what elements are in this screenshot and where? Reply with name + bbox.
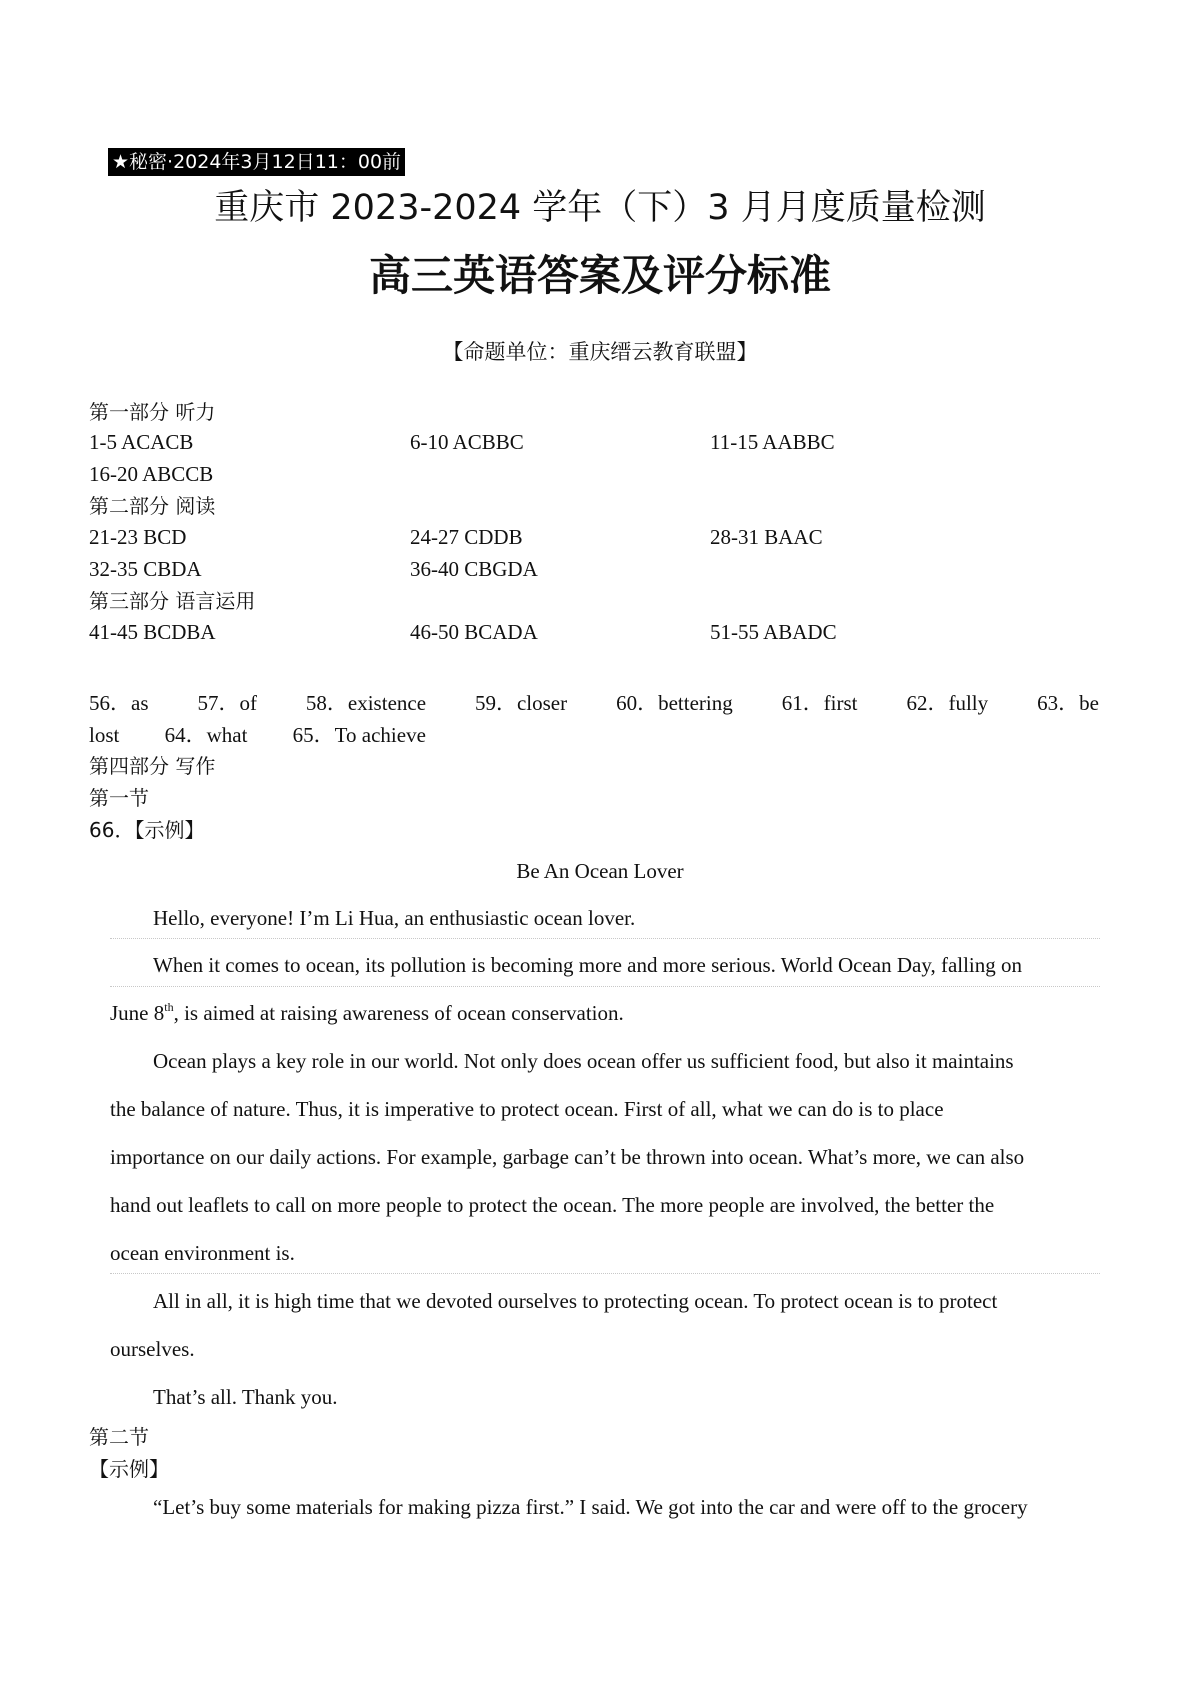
answer-group: 21-23 BCD: [89, 525, 187, 549]
essay-line: ourselves.: [110, 1337, 195, 1361]
story-line: “Let’s buy some materials for making pizza first.” I said. We got into the car and were off to the grocery: [153, 1495, 1028, 1519]
essay-line: Hello, everyone! I’m Li Hua, an enthusiastic ocean lover.: [153, 906, 636, 930]
answer-group: 6-10 ACBBC: [410, 430, 524, 454]
essay-line: All in all, it is high time that we devoted ourselves to protecting ocean. To protect ocean is to protect: [153, 1289, 998, 1313]
fill-in-answer: 58．existence: [305, 691, 427, 715]
essay-line: When it comes to ocean, its pollution is becoming more and more serious. World Ocean Day, falling on: [153, 953, 1023, 977]
answer-group: 24-27 CDDB: [410, 525, 523, 549]
fill-in-answer: 61．first: [781, 691, 858, 715]
item66-label: 66．【示例】: [89, 818, 205, 842]
essay-line: June 8th, is aimed at raising awareness of ocean conservation.: [110, 1000, 624, 1025]
answer-group: 41-45 BCDBA: [89, 620, 216, 644]
essay-line: the balance of nature. Thus, it is imperative to protect ocean. First of all, what we can do is to place: [110, 1097, 944, 1121]
exam-title: 重庆市 2023-2024 学年（下）3 月月度质量检测: [214, 188, 986, 228]
answer-group: 36-40 CBGDA: [410, 557, 538, 581]
section2-heading: 第二节: [89, 1425, 149, 1449]
fill-in-answer: 62．fully: [906, 691, 989, 715]
essay-title: Be An Ocean Lover: [516, 859, 684, 883]
confidential-label: ★秘密·2024年3月12日11：00前: [108, 148, 405, 176]
answer-key-title: 高三英语答案及评分标准: [368, 251, 831, 300]
example-label: 【示例】: [89, 1457, 169, 1481]
essay-line: ocean environment is.: [110, 1241, 295, 1265]
fill-in-answer: 64．what: [164, 723, 248, 747]
answer-group: 11-15 AABBC: [710, 430, 835, 454]
section1-heading: 第一节: [89, 786, 149, 810]
essay-line: Ocean plays a key role in our world. Not only does ocean offer us sufficient food, but also it maintains: [153, 1049, 1014, 1073]
fill-in-answer: 57．of: [197, 691, 257, 715]
fill-in-answers-row: [89, 688, 1099, 718]
fill-in-answers-row-2: [89, 720, 466, 750]
dotted-divider: [110, 938, 1100, 939]
part4-heading: 第四部分 写作: [89, 754, 216, 778]
part3-heading: 第三部分 语言运用: [89, 589, 256, 613]
fill-in-answer: lost: [89, 723, 120, 747]
fill-in-answer: 65．To achieve: [292, 723, 426, 747]
answer-group: 28-31 BAAC: [710, 525, 823, 549]
issuing-unit: 【命题单位：重庆缙云教育联盟】: [442, 340, 758, 364]
fill-in-answer: 56．as: [89, 691, 149, 715]
part2-heading: 第二部分 阅读: [89, 494, 216, 518]
answer-group: 1-5 ACACB: [89, 430, 194, 454]
essay-line: That’s all. Thank you.: [153, 1385, 338, 1409]
answer-group: 51-55 ABADC: [710, 620, 837, 644]
answer-group: 16-20 ABCCB: [89, 462, 214, 486]
essay-line: importance on our daily actions. For example, garbage can’t be thrown into ocean. What’s more, we can also: [110, 1145, 1025, 1169]
dotted-divider: [110, 1273, 1100, 1274]
answer-group: 32-35 CBDA: [89, 557, 202, 581]
answer-group: 46-50 BCADA: [410, 620, 538, 644]
fill-in-answer: 59．closer: [474, 691, 568, 715]
fill-in-answer: 63．be: [1037, 691, 1099, 715]
dotted-divider: [110, 986, 1100, 987]
essay-line: hand out leaflets to call on more people to protect the ocean. The more people are involved, the better the: [110, 1193, 995, 1217]
fill-in-answer: 60．bettering: [616, 691, 733, 715]
part1-heading: 第一部分 听力: [89, 400, 216, 424]
